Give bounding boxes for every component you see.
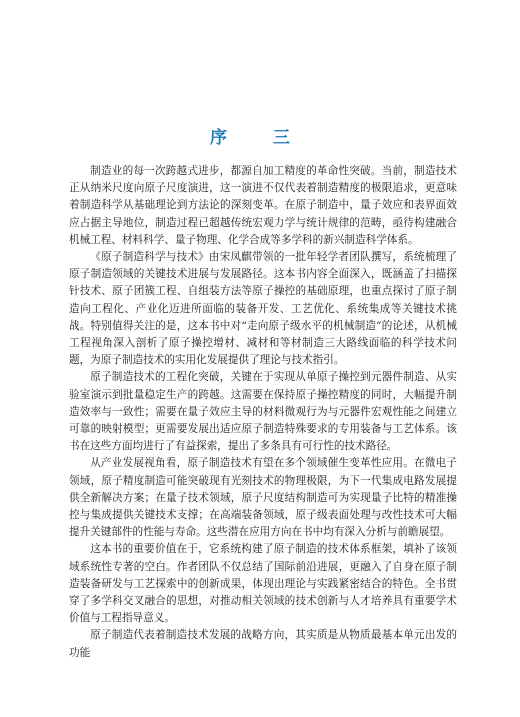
paragraph: 从产业发展视角看，原子制造技术有望在多个领域催生变革性应用。在微电子领域，原子精度制造可能突破现有光刻技术的物理极限，为下一代集成电路发展提供全新解决方案；在量子技术领域，原子尺度结构制造可为实现量子比特的精准操控与集成提供关键技术支撑；在高端装备领域，原子级表面处理与改性技术可大幅提升关键部件的性能与寿命。这些潜在应用方向在书中均有深入分析与前瞻展望。 <box>69 457 457 539</box>
body-text <box>69 163 457 662</box>
paragraph: 《原子制造科学与技术》由宋凤麒带领的一批年轻学者团队撰写，系统梳理了原子制造领域的关键技术进展与发展路径。这本书内容全面深入，既涵盖了扫描探针技术、原子团簇工程、自组装方法等原子操控的基础原理，也重点探讨了原子制造向工程化、产业化迈进所面临的装备开发、工艺优化、系统集成等关键技术挑战。特别值得关注的是，这本书中对“走向原子级水平的机械制造”的论述，从机械工程视角深入剖析了原子操控增材、减材和等材制造三大路线面临的科学技术问题，为原子制造技术的实用化发展提供了理论与技术指引。 <box>69 251 457 367</box>
paragraph: 原子制造代表着制造技术发展的战略方向，其实质是从物质最基本单元出发的功能 <box>69 629 457 659</box>
paragraph: 原子制造技术的工程化突破，关键在于实现从单原子操控到元器件制造、从实验室演示到批量稳定生产的跨越。这需要在保持原子操控精度的同时，大幅提升制造效率与一致性；需要在量子效应主导的材料微观行为与元器件宏观性能之间建立可靠的映射模型；更需要发展出适应原子制造特殊要求的专用装备与工艺体系。该书在这些方面均进行了有益探索，提出了多条具有可行性的技术路径。 <box>69 371 457 453</box>
paragraph: 这本书的重要价值在于，它系统构建了原子制造的技术体系框架，填补了该领域系统性专著的空白。作者团队不仅总结了国际前沿进展，更融入了自身在原子制造装备研发与工艺探索中的创新成果，体现出理论与实践紧密结合的特色。全书贯穿了多学科交叉融合的思想，对推动相关领域的技术创新与人才培养具有重要学术价值与工程指导意义。 <box>69 543 457 625</box>
paragraph: 制造业的每一次跨越式进步，都源自加工精度的革命性突破。当前，制造技术正从纳米尺度向原子尺度演进，这一演进不仅代表着制造精度的极限追求，更意味着制造科学从基础理论到方法论的深刻变革。在原子制造中，量子效应和表界面效应占据主导地位，制造过程已超越传统宏观力学与统计规律的范畴，亟待构建融合机械工程、材料科学、量子物理、化学合成等多学科的新兴制造科学体系。 <box>69 165 457 246</box>
page-title: 序 三 <box>210 128 310 148</box>
